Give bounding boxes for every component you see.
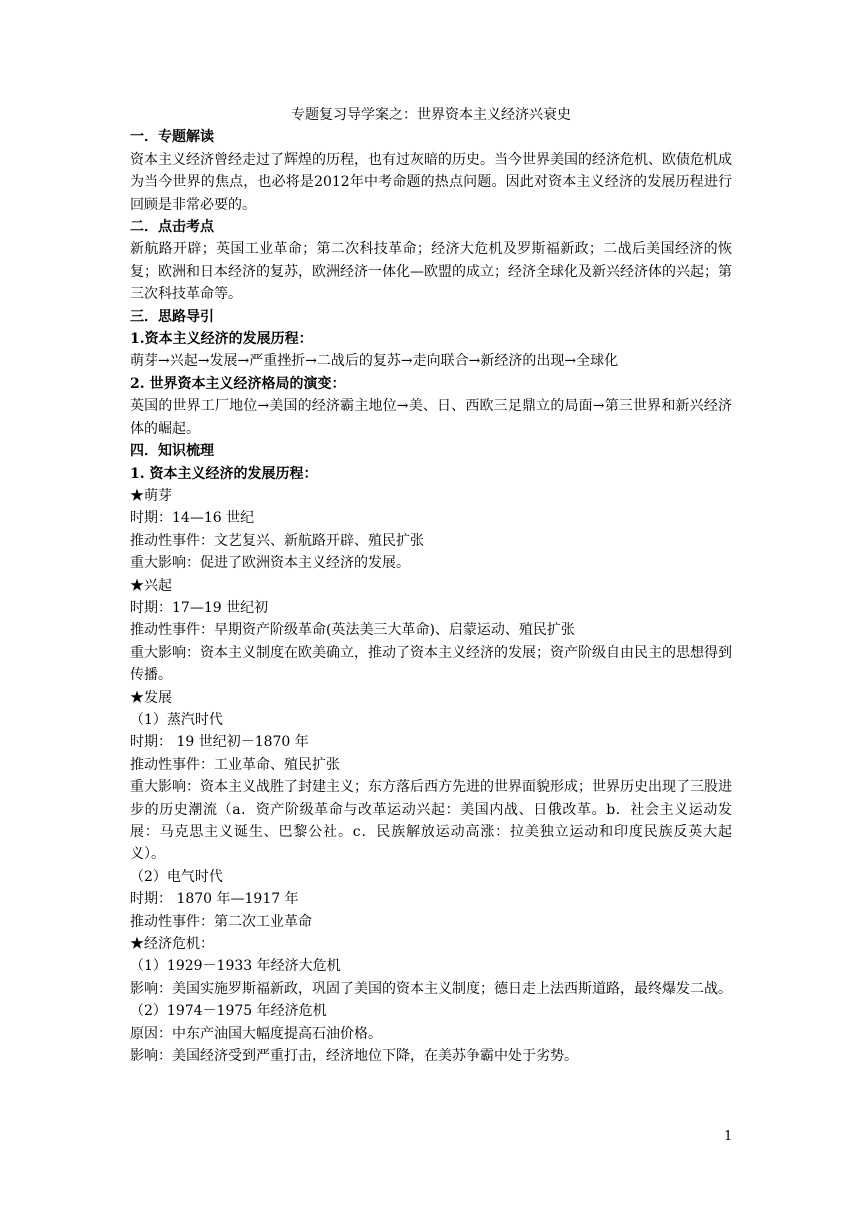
section-2-paragraph: 新航路开辟；英国工业革命；第二次科技革命；经济大危机及罗斯福新政；二战后美国经济的恢复；欧洲和日本经济的复苏，欧洲经济一体化—欧盟的成立；经济全球化及新兴经济体的兴起；第三次科技革命等。 — [130, 241, 732, 303]
stage-impact: 影响：美国实施罗斯福新政，巩固了美国的资本主义制度；德日走上法西斯道路，最终爆发二战。 — [130, 980, 732, 997]
stage-heading-crisis: ★经济危机： — [130, 936, 214, 953]
document-body — [130, 104, 732, 1067]
section-heading-1: 一．专题解读 — [130, 129, 214, 146]
crisis-cause: 原因：中东产油国大幅度提高石油价格。 — [130, 1025, 382, 1042]
crisis-title-1974: （2）1974－1975 年经济危机 — [130, 1003, 327, 1020]
stage-period: 时期：17—19 世纪初 — [130, 599, 269, 616]
stage-impact: 重大影响：资本主义战胜了封建主义；东方落后西方先进的世界面貌形成；世界历史出现了三股进步的历史潮流（a．资产阶级革命与改革运动兴起：美国内战、日俄改革。b．社会主义运动发展：马克思主义诞生、巴黎公社。c．民族解放运动高涨：拉美独立运动和印度民族反英大起义）。 — [130, 779, 732, 863]
section-heading-2: 二．点击考点 — [130, 219, 214, 236]
substage-title-electric: （2）电气时代 — [130, 868, 223, 885]
stage-period: 时期： 1870 年—1917 年 — [130, 891, 299, 908]
section-3-subheading-2: 2. 世界资本主义经济格局的演变： — [130, 375, 346, 392]
stage-heading-xingqi: ★兴起 — [130, 577, 172, 594]
section-heading-3: 三．思路导引 — [130, 308, 214, 325]
stage-impact: 重大影响：资本主义制度在欧美确立，推动了资本主义经济的发展；资产阶级自由民主的思想得到传播。 — [130, 644, 732, 684]
section-heading-4: 四．知识梳理 — [130, 443, 214, 460]
stage-impact: 影响：美国经济受到严重打击，经济地位下降，在美苏争霸中处于劣势。 — [130, 1048, 578, 1065]
stage-period: 时期：14—16 世纪 — [130, 510, 255, 527]
crisis-title-1929: （1）1929－1933 年经济大危机 — [130, 958, 341, 975]
substage-title-steam: （1）蒸汽时代 — [130, 711, 223, 728]
stage-events: 推动性事件：第二次工业革命 — [130, 913, 312, 930]
section-3-subheading-1: 1.资本主义经济的发展历程： — [130, 331, 313, 348]
section-1-paragraph: 资本主义经济曾经走过了辉煌的历程，也有过灰暗的历史。当今世界美国的经济危机、欧债危机成为当今世界的焦点，也必将是2012年中考命题的热点问题。因此对资本主义经济的发展历程进行回顾是非常必要的。 — [130, 151, 732, 213]
stage-heading-fazhan: ★发展 — [130, 689, 172, 706]
stage-impact: 重大影响：促进了欧洲资本主义经济的发展。 — [130, 555, 410, 572]
stage-events: 推动性事件：工业革命、殖民扩张 — [130, 756, 340, 773]
stage-period: 时期： 19 世纪初－1870 年 — [130, 734, 309, 751]
section-3-paragraph-1: 萌芽→兴起→发展→严重挫折→二战后的复苏→走向联合→新经济的出现→全球化 — [130, 353, 619, 370]
document-title: 专题复习导学案之：世界资本主义经济兴衰史 — [291, 107, 571, 123]
section-4-subheading-1: 1. 资本主义经济的发展历程： — [130, 465, 318, 482]
section-3-paragraph-2: 英国的世界工厂地位→美国的经济霸主地位→美、日、西欧三足鼎立的局面→第三世界和新兴经济体的崛起。 — [130, 398, 732, 437]
page-number: 1 — [724, 1129, 733, 1144]
stage-heading-mengya: ★萌芽 — [130, 487, 172, 504]
stage-events: 推动性事件：早期资产阶级革命(英法美三大革命)、启蒙运动、殖民扩张 — [130, 622, 575, 639]
stage-events: 推动性事件：文艺复兴、新航路开辟、殖民扩张 — [130, 532, 424, 549]
